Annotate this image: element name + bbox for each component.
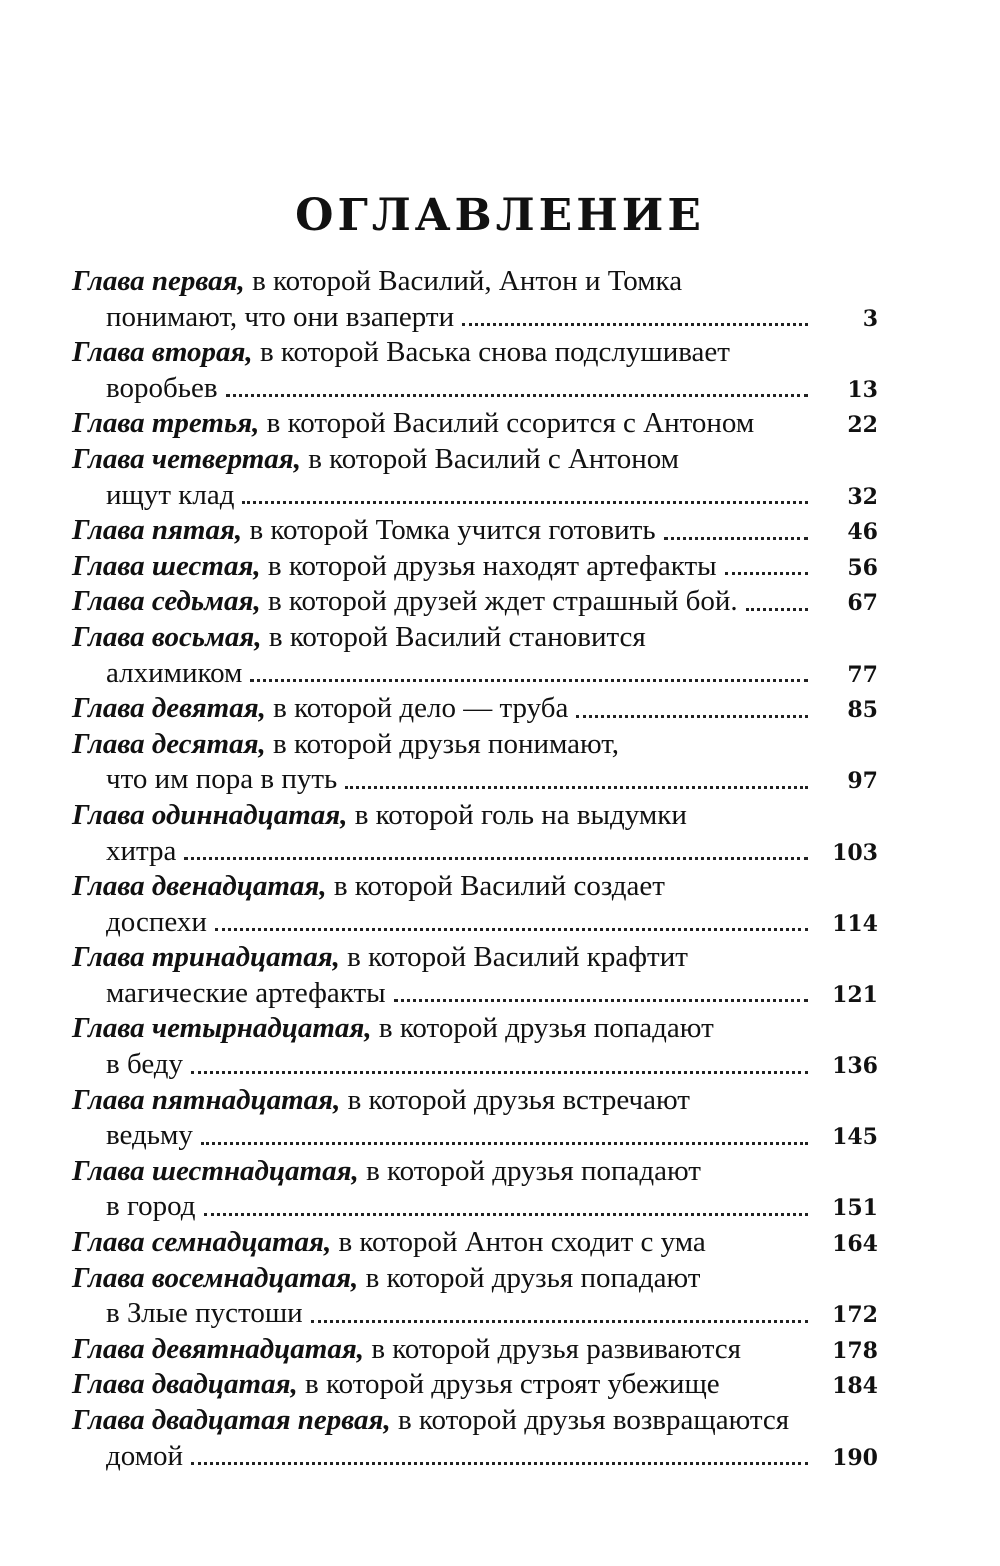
toc-line bbox=[72, 513, 878, 549]
chapter-description-continued: понимают, что они взаперти bbox=[106, 300, 455, 333]
page-number: 184 bbox=[832, 1373, 878, 1400]
chapter-label: Глава двадцатая, bbox=[72, 1368, 298, 1401]
chapter-description: в которой друзья развиваются bbox=[371, 1332, 741, 1365]
toc-line bbox=[72, 1439, 878, 1475]
toc-line bbox=[72, 549, 878, 585]
page-number: 121 bbox=[832, 981, 878, 1008]
chapter-description: в которой Василий создает bbox=[333, 870, 665, 903]
toc-text bbox=[72, 1332, 741, 1368]
chapter-description: в которой Василий ссорится с Антоном bbox=[266, 407, 755, 440]
leader-dots bbox=[311, 1320, 808, 1323]
toc-text bbox=[72, 1225, 706, 1261]
toc-entry[interactable] bbox=[72, 1403, 878, 1474]
chapter-label: Глава шестая, bbox=[72, 549, 261, 582]
chapter-description-continued: в город bbox=[106, 1190, 196, 1223]
chapter-label: Глава тринадцатая, bbox=[72, 941, 340, 974]
toc-entry[interactable] bbox=[72, 335, 878, 406]
chapter-label: Глава первая, bbox=[72, 265, 245, 297]
chapter-description: в которой друзья строят убежище bbox=[305, 1368, 720, 1401]
page-number: 178 bbox=[832, 1337, 878, 1364]
toc-line bbox=[72, 762, 878, 798]
toc-line bbox=[72, 834, 878, 870]
toc-entry[interactable] bbox=[72, 1083, 878, 1154]
toc-entry[interactable] bbox=[72, 620, 878, 691]
toc-line bbox=[72, 264, 878, 300]
page-number: 85 bbox=[847, 697, 878, 724]
leader-dots bbox=[462, 323, 808, 326]
chapter-label: Глава восьмая, bbox=[72, 620, 262, 653]
toc-entry[interactable] bbox=[72, 798, 878, 869]
toc-entry[interactable] bbox=[72, 869, 878, 940]
toc-text bbox=[72, 549, 717, 585]
leader-dots bbox=[576, 715, 808, 718]
page-number: 77 bbox=[847, 661, 878, 688]
toc-text bbox=[72, 584, 738, 620]
toc-line bbox=[72, 1154, 878, 1190]
leader-dots bbox=[250, 679, 808, 682]
chapter-description-continued: домой bbox=[106, 1439, 184, 1472]
chapter-description-continued: алхимиком bbox=[106, 656, 243, 689]
chapter-label: Глава девятнадцатая, bbox=[72, 1332, 365, 1365]
toc-line bbox=[72, 976, 878, 1012]
chapter-label: Глава пятая, bbox=[72, 514, 243, 547]
leader-dots bbox=[725, 572, 808, 575]
toc-entry[interactable] bbox=[72, 513, 878, 549]
toc-entry[interactable] bbox=[72, 1332, 878, 1368]
page-number: 56 bbox=[847, 554, 878, 581]
toc-line bbox=[72, 300, 878, 336]
leader-dots bbox=[226, 394, 808, 397]
toc-line bbox=[72, 1118, 878, 1154]
leader-dots bbox=[191, 1462, 808, 1465]
page-number: 3 bbox=[862, 305, 878, 332]
toc-line bbox=[72, 406, 878, 442]
toc-line bbox=[72, 1047, 878, 1083]
chapter-description-continued: магические артефакты bbox=[106, 976, 386, 1009]
leader-dots bbox=[242, 501, 808, 504]
chapter-description: в которой друзья попадают bbox=[366, 1154, 701, 1187]
chapter-description-continued: в Злые пустоши bbox=[106, 1297, 303, 1330]
leader-dots bbox=[191, 1071, 808, 1074]
chapter-description: в которой друзья встречают bbox=[347, 1083, 690, 1116]
chapter-label: Глава четвертая, bbox=[72, 442, 301, 475]
toc-line bbox=[72, 1403, 878, 1439]
page-title: ОГЛАВЛЕНИЕ bbox=[295, 190, 705, 241]
toc-line bbox=[72, 1296, 878, 1332]
toc-entry[interactable] bbox=[72, 1154, 878, 1225]
chapter-label: Глава седьмая, bbox=[72, 585, 261, 618]
chapter-description: в которой Василий крафтит bbox=[347, 941, 688, 974]
toc-line bbox=[72, 869, 878, 905]
table-of-contents bbox=[72, 264, 878, 1474]
page-number: 164 bbox=[832, 1231, 878, 1258]
chapter-label: Глава двенадцатая, bbox=[72, 870, 327, 903]
toc-text bbox=[72, 691, 568, 727]
page-number: 67 bbox=[847, 590, 878, 617]
leader-dots bbox=[201, 1142, 808, 1145]
toc-line bbox=[72, 798, 878, 834]
chapter-label: Глава девятая, bbox=[72, 692, 266, 725]
chapter-label: Глава третья, bbox=[72, 407, 260, 440]
leader-dots bbox=[345, 786, 808, 789]
chapter-label: Глава четырнадцатая, bbox=[72, 1012, 372, 1045]
chapter-description: в которой Томка учится готовить bbox=[249, 514, 656, 547]
chapter-description-continued: доспехи bbox=[106, 905, 207, 938]
leader-dots bbox=[664, 537, 808, 540]
page-number: 22 bbox=[847, 412, 878, 439]
leader-dots bbox=[394, 999, 808, 1002]
chapter-label: Глава восемнадцатая, bbox=[72, 1261, 359, 1294]
toc-line bbox=[72, 691, 878, 727]
page-number: 172 bbox=[832, 1302, 878, 1329]
chapter-description: в которой Василий, Антон и Томка bbox=[252, 265, 683, 297]
toc-line bbox=[72, 478, 878, 514]
chapter-description-continued: хитра bbox=[106, 834, 177, 867]
toc-entry[interactable] bbox=[72, 1011, 878, 1082]
toc-line bbox=[72, 371, 878, 407]
chapter-label: Глава десятая, bbox=[72, 727, 266, 760]
chapter-description: в которой Васька снова подслушивает bbox=[259, 336, 730, 369]
chapter-label: Глава пятнадцатая, bbox=[72, 1083, 341, 1116]
toc-line bbox=[72, 442, 878, 478]
toc-line bbox=[72, 1261, 878, 1297]
toc-entry[interactable] bbox=[72, 940, 878, 1011]
toc-line bbox=[72, 727, 878, 763]
chapter-description: в которой друзья попадают bbox=[378, 1012, 714, 1045]
chapter-description: в которой Антон сходит с ума bbox=[338, 1226, 706, 1259]
chapter-description-continued: в беду bbox=[106, 1048, 184, 1081]
toc-line bbox=[72, 1225, 878, 1261]
chapter-description: в которой Василий становится bbox=[268, 620, 646, 653]
page-number: 114 bbox=[832, 910, 878, 937]
toc-line bbox=[72, 1011, 878, 1047]
chapter-label: Глава одиннадцатая, bbox=[72, 798, 348, 831]
leader-dots bbox=[184, 857, 808, 860]
page-number: 190 bbox=[832, 1444, 878, 1471]
leader-dots bbox=[746, 608, 808, 611]
toc-entry[interactable] bbox=[72, 1261, 878, 1332]
page-number: 103 bbox=[832, 839, 878, 866]
leader-dots bbox=[215, 928, 808, 931]
toc-line bbox=[72, 335, 878, 371]
toc-text bbox=[72, 513, 656, 549]
chapter-description: в которой дело — труба bbox=[273, 692, 569, 725]
page-number: 13 bbox=[847, 376, 878, 403]
chapter-description: в которой друзей ждет страшный бой. bbox=[267, 585, 738, 618]
toc-entry[interactable] bbox=[72, 691, 878, 727]
toc-entry[interactable] bbox=[72, 727, 878, 798]
toc-line bbox=[72, 940, 878, 976]
toc-text bbox=[72, 406, 754, 442]
page-number: 46 bbox=[847, 519, 878, 546]
toc-entry[interactable] bbox=[72, 442, 878, 513]
chapter-label: Глава двадцатая первая, bbox=[72, 1404, 391, 1436]
chapter-description: в которой друзья понимают, bbox=[273, 727, 620, 760]
toc-entry[interactable] bbox=[72, 406, 878, 442]
toc-entry[interactable] bbox=[72, 549, 878, 585]
toc-line bbox=[72, 620, 878, 656]
toc-entry[interactable] bbox=[72, 1367, 878, 1403]
chapter-description-continued: воробьев bbox=[106, 371, 218, 404]
chapter-label: Глава шестнадцатая, bbox=[72, 1154, 359, 1187]
toc-line bbox=[72, 905, 878, 941]
chapter-description-continued: что им пора в путь bbox=[106, 763, 338, 796]
toc-entry[interactable] bbox=[72, 264, 878, 335]
toc-line bbox=[72, 1189, 878, 1225]
chapter-description: в которой друзья возвращаются bbox=[397, 1404, 790, 1436]
chapter-description: в которой голь на выдумки bbox=[354, 798, 687, 831]
page-number: 151 bbox=[832, 1195, 878, 1222]
toc-line bbox=[72, 1083, 878, 1119]
page-number: 97 bbox=[847, 768, 878, 795]
chapter-description: в которой друзья попадают bbox=[365, 1261, 701, 1294]
leader-dots bbox=[204, 1213, 808, 1216]
toc-entry[interactable] bbox=[72, 1225, 878, 1261]
chapter-label: Глава вторая, bbox=[72, 336, 253, 369]
chapter-description: в которой Василий с Антоном bbox=[308, 442, 680, 475]
toc-line bbox=[72, 584, 878, 620]
page-number: 136 bbox=[832, 1053, 878, 1080]
chapter-label: Глава семнадцатая, bbox=[72, 1226, 332, 1259]
toc-line bbox=[72, 1367, 878, 1403]
toc-text bbox=[72, 1367, 720, 1403]
toc-line bbox=[72, 1332, 878, 1368]
chapter-description-continued: ведьму bbox=[106, 1119, 193, 1152]
chapter-description: в которой друзья находят артефакты bbox=[267, 549, 717, 582]
chapter-description-continued: ищут клад bbox=[106, 478, 235, 511]
page-number: 145 bbox=[832, 1124, 878, 1151]
toc-entry[interactable] bbox=[72, 584, 878, 620]
toc-line bbox=[72, 656, 878, 692]
page-number: 32 bbox=[847, 483, 878, 510]
